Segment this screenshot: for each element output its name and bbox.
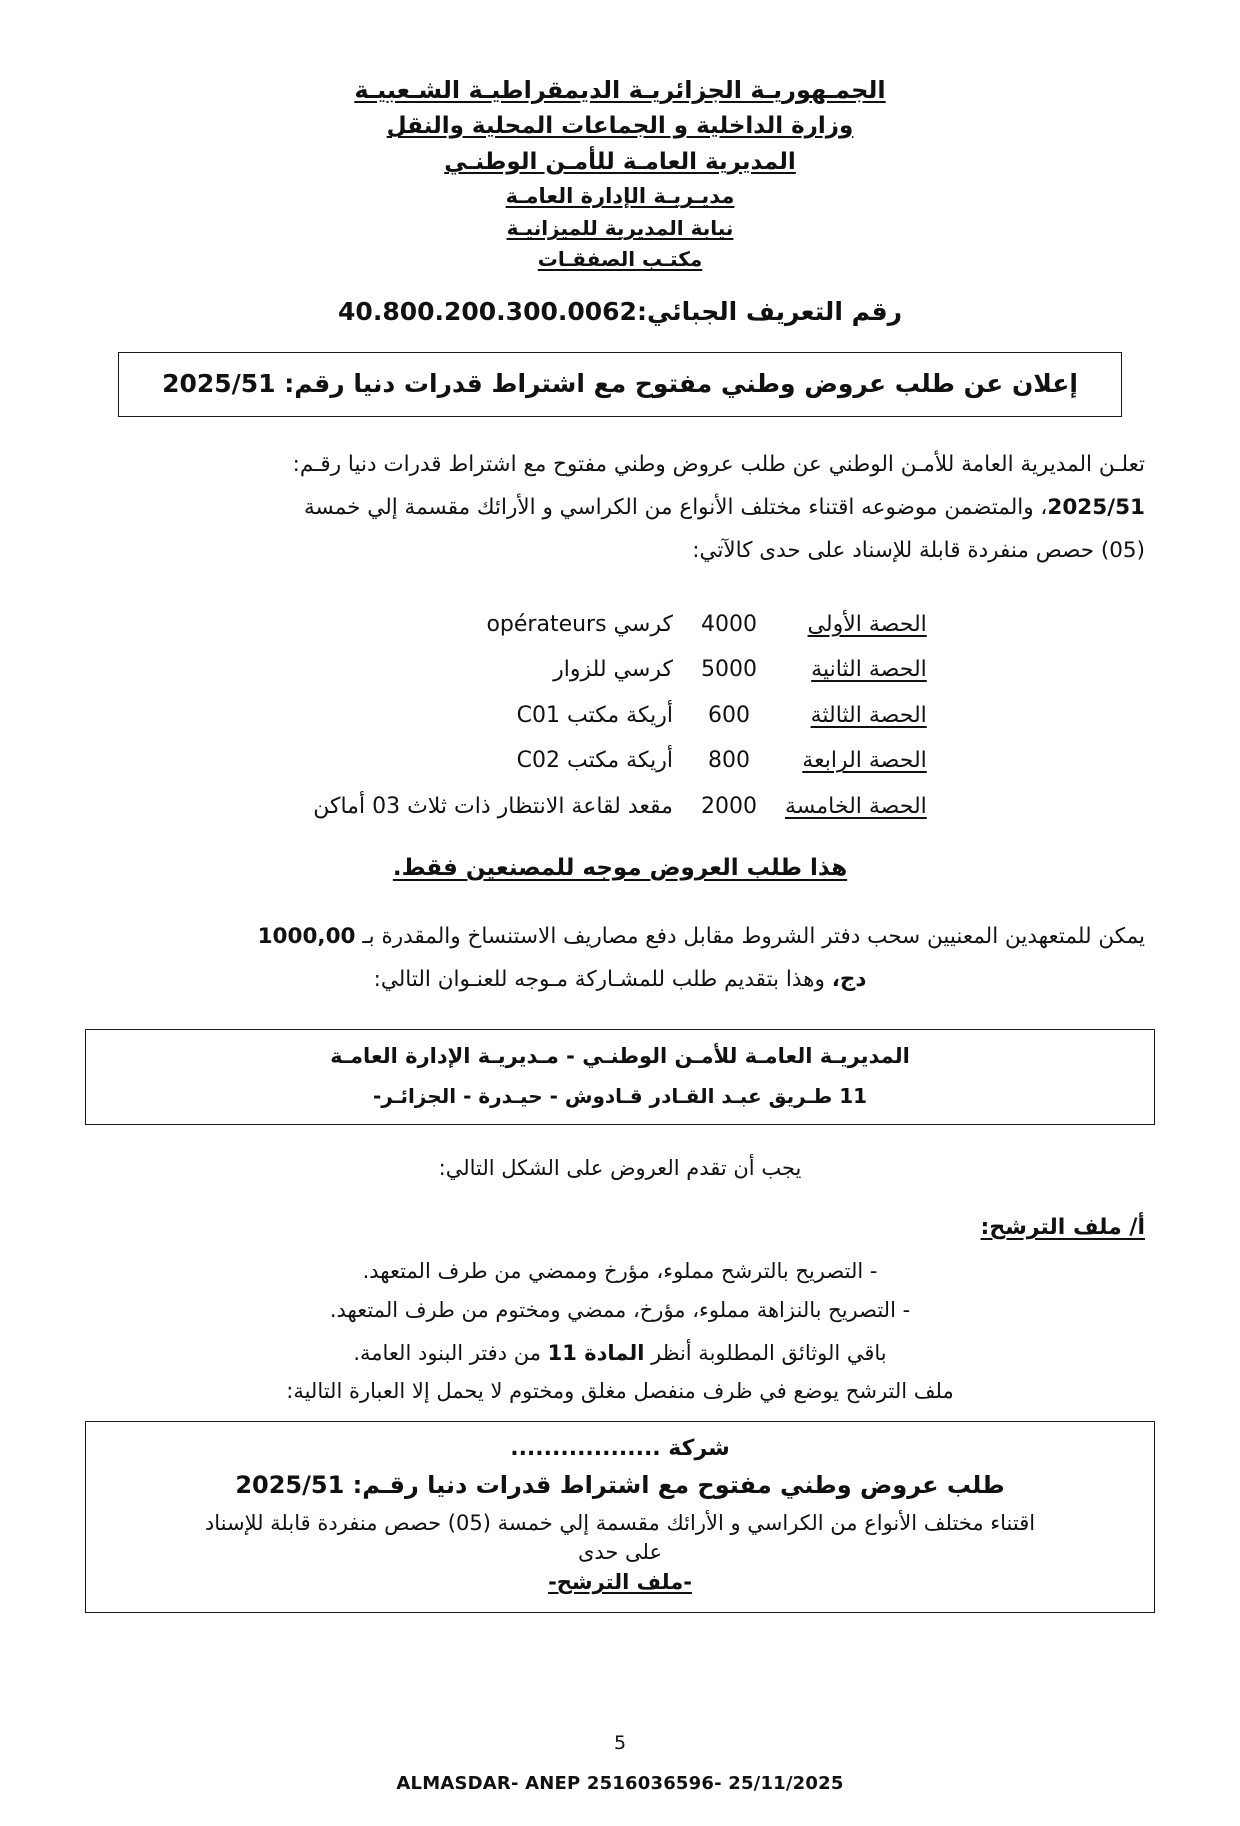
lot-quantity: 4000 xyxy=(700,612,757,638)
envelope-company-line: شركة .................. xyxy=(510,1435,730,1461)
list-item: - التصريح بالترشح مملوء، مؤرخ وممضي من طرف المتعهد. xyxy=(362,1258,878,1283)
candidacy-note-a: باقي الوثائق المطلوبة أنظر xyxy=(651,1340,887,1365)
candidacy-note xyxy=(95,1334,1145,1373)
envelope-file-type: -ملف الترشح- xyxy=(548,1570,692,1595)
footer-source: ALMASDAR- ANEP 2516036596- 25/11/2025 xyxy=(396,1773,844,1794)
header-line-3: المديرية العامـة للأمـن الوطنـي xyxy=(444,148,796,175)
candidacy-bullets xyxy=(95,1252,1145,1330)
table-row xyxy=(299,738,941,783)
envelope-label-box xyxy=(85,1421,1155,1614)
table-row xyxy=(299,647,941,692)
document-header xyxy=(0,72,1240,275)
table-row xyxy=(299,602,941,647)
lot-name: الحصة الرابعة xyxy=(802,748,927,774)
lot-name: الحصة الثانية xyxy=(811,657,927,683)
lot-description: أريكة مكتب C02 xyxy=(516,748,673,774)
intro-line-2 xyxy=(95,486,1145,529)
lot-description: مقعد لقاعة الانتظار ذات ثلاث 03 أماكن xyxy=(313,793,673,819)
withdrawal-amount: 1000,00 xyxy=(257,923,356,949)
intro-line-1: تعلـن المديرية العامة للأمـن الوطني عن طلب عروض وطني مفتوح مع اشتراط قدرات دنيا رقـم: xyxy=(292,452,1145,478)
manufacturers-only-note: هذا طلب العروض موجه للمصنعين فقط. xyxy=(392,854,848,881)
page-number: 5 xyxy=(613,1732,627,1754)
header-line-1: الجمـهوريـة الجزائريـة الديمقراطيـة الشـعبيـة xyxy=(354,76,886,104)
tender-number: 2025/51 xyxy=(1047,495,1145,521)
intro-line-2-rest: ، والمتضمن موضوعه اقتناء مختلف الأنواع من الكراسي و الأرائك مقسمة إلي خمسة xyxy=(304,495,1048,521)
header-line-6: مكتـب الصفقـات xyxy=(537,247,703,272)
lot-quantity: 2000 xyxy=(700,793,757,819)
article-reference: المادة 11 xyxy=(547,1340,645,1365)
announcement-title-box: إعلان عن طلب عروض وطني مفتوح مع اشتراط قدرات دنيا رقم: 2025/51 xyxy=(118,352,1122,417)
envelope-object-line: اقتناء مختلف الأنواع من الكراسي و الأرائك مقسمة إلي خمسة (05) حصص منفردة قابلة للإسناد xyxy=(204,1510,1036,1535)
document-page xyxy=(0,72,1240,1826)
address-box xyxy=(85,1029,1155,1125)
withdrawal-text-a: يمكن للمتعهدين المعنيين سحب دفتر الشروط مقابل دفع مصاريف الاستنساخ والمقدرة بـ xyxy=(362,923,1145,949)
header-line-2: وزارة الداخلية و الجماعات المحلية والنقل xyxy=(386,113,854,140)
table-row xyxy=(299,784,941,829)
lot-name: الحصة الخامسة xyxy=(784,793,927,819)
offers-format-intro: يجب أن تقدم العروض على الشكل التالي: xyxy=(438,1155,802,1180)
header-line-4: مديـريـة الإدارة العامـة xyxy=(505,184,735,209)
tax-identification-number: رقم التعريف الجبائي:40.800.200.300.0062 xyxy=(338,297,902,327)
withdrawal-line-1 xyxy=(95,915,1145,958)
lot-quantity: 5000 xyxy=(700,657,757,683)
intro-paragraph xyxy=(95,443,1145,572)
lot-name: الحصة الثالثة xyxy=(810,702,927,728)
candidacy-envelope-note: ملف الترشح يوضع في ظرف منفصل مغلق ومختوم لا يحمل إلا العبارة التالية: xyxy=(286,1378,954,1403)
lot-name: الحصة الأولى xyxy=(807,612,927,638)
lot-description: أريكة مكتب C01 xyxy=(516,702,673,728)
address-line-1: المديريـة العامـة للأمـن الوطنـي - مـديريـة الإدارة العامـة xyxy=(330,1043,910,1068)
currency-label: دج، xyxy=(831,966,867,992)
lot-quantity: 800 xyxy=(707,748,750,774)
list-item: - التصريح بالنزاهة مملوء، مؤرخ، ممضي ومختوم من طرف المتعهد. xyxy=(329,1297,911,1322)
lots-table xyxy=(299,602,941,829)
lot-description: كرسي opérateurs xyxy=(486,612,673,638)
envelope-object-line-2: على حدى xyxy=(577,1540,663,1565)
candidacy-note-b: من دفتر البنود العامة. xyxy=(353,1340,541,1365)
header-line-5: نيابة المديرية للميزانيـة xyxy=(506,216,734,241)
withdrawal-text-b: وهذا بتقديم طلب للمشـاركة مـوجه للعنـوان التالي: xyxy=(373,966,825,992)
address-line-2: 11 طـريق عبـد القـادر قـادوش - حيـدرة - الجزائـر- xyxy=(372,1083,868,1108)
table-row xyxy=(299,693,941,738)
withdrawal-paragraph xyxy=(95,915,1145,1001)
withdrawal-line-2 xyxy=(95,958,1145,1001)
envelope-tender-line: طلب عروض وطني مفتوح مع اشتراط قدرات دنيا رقـم: 2025/51 xyxy=(235,1470,1005,1499)
candidacy-file-heading: أ/ ملف الترشح: xyxy=(980,1214,1145,1240)
lot-description: كرسي للزوار xyxy=(553,657,673,683)
intro-line-3: (05) حصص منفردة قابلة للإسناد على حدى كالآتي: xyxy=(692,538,1145,564)
lot-quantity: 600 xyxy=(707,702,750,728)
